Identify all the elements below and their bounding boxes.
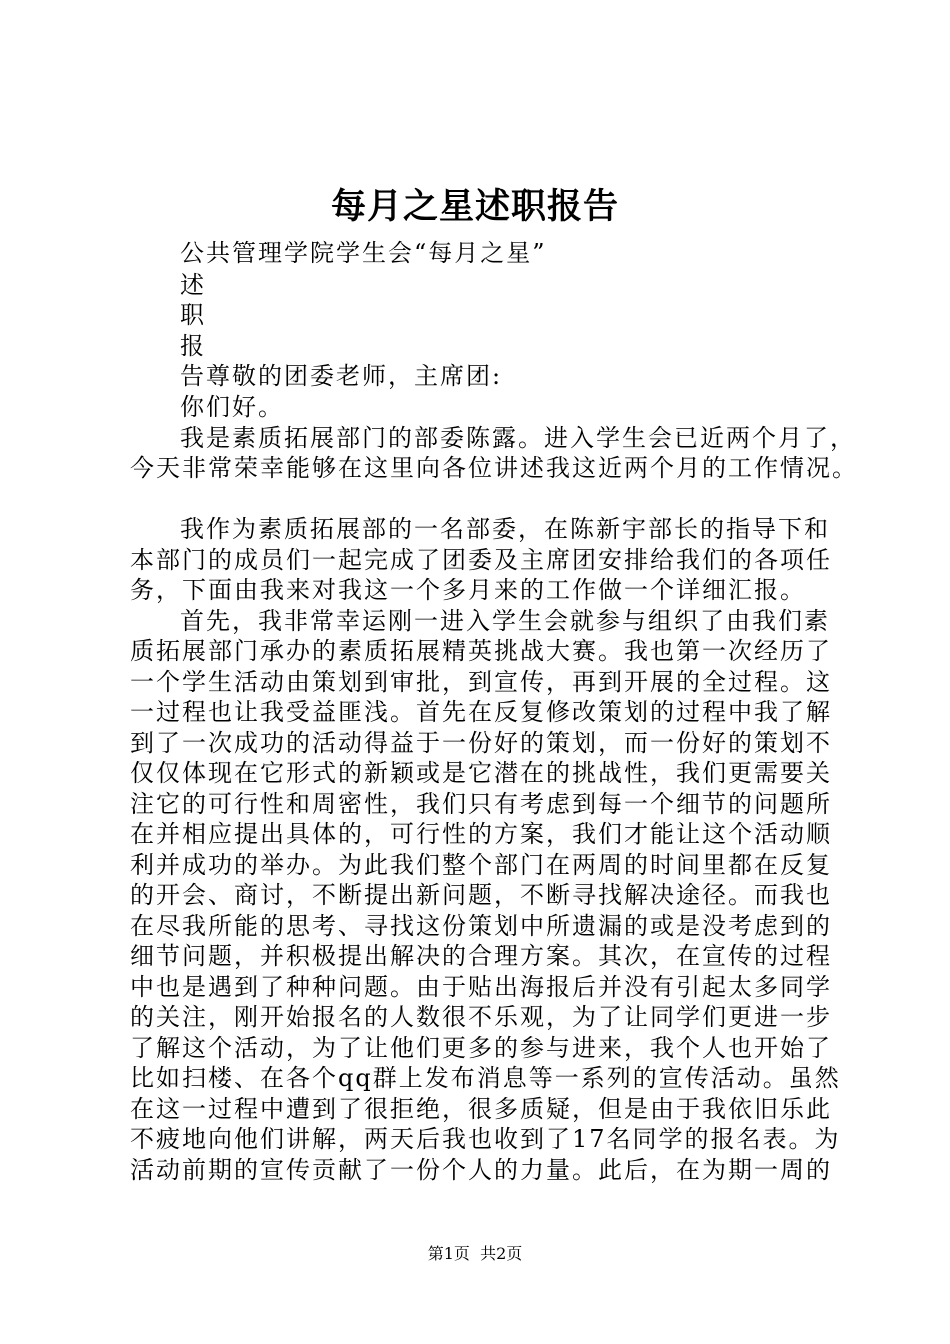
header-line: 述 [180, 271, 206, 299]
paragraph-line: 我作为素质拓展部的一名部委，在陈新宇部长的指导下和 [180, 515, 830, 543]
paragraph-line: 了解这个活动，为了让他们更多的参与进来，我个人也开始了 [130, 1034, 832, 1062]
paragraph-line: 仅仅体现在它形式的新颖或是它潜在的挑战性，我们更需要关 [130, 759, 832, 787]
paragraph-line: 在并相应提出具体的，可行性的方案，我们才能让这个活动顺 [130, 820, 832, 848]
paragraph-line: 细节问题，并积极提出解决的合理方案。其次，在宣传的过程 [130, 942, 832, 970]
page-title: 每月之星述职报告 [330, 186, 619, 227]
header-line: 报 [180, 332, 206, 360]
paragraph-line: 的开会、商讨，不断提出新问题，不断寻找解决途径。而我也 [130, 881, 832, 909]
paragraph-line: 活动前期的宣传贡献了一份个人的力量。此后，在为期一周的 [130, 1156, 832, 1184]
paragraph-line: 比如扫楼、在各个qq群上发布消息等一系列的宣传活动。虽然 [130, 1064, 841, 1092]
paragraph-line: 一个学生活动由策划到审批，到宣传，再到开展的全过程。这 [130, 668, 832, 696]
greeting-line: 你们好。 [180, 393, 284, 421]
header-line: 公共管理学院学生会“每月之星” [180, 239, 547, 267]
paragraph-line: 中也是遇到了种种问题。由于贴出海报后并没有引起太多同学 [130, 973, 832, 1001]
paragraph-line: 今天非常荣幸能够在这里向各位讲述我这近两个月的工作情况。 [130, 454, 858, 482]
paragraph-line: 我是素质拓展部门的部委陈露。进入学生会已近两个月了， [180, 424, 856, 452]
paragraph-line: 务，下面由我来对我这一个多月来的工作做一个详细汇报。 [130, 576, 806, 604]
salutation-line: 告尊敬的团委老师，主席团: [180, 362, 503, 390]
paragraph-line: 注它的可行性和周密性，我们只有考虑到每一个细节的问题所 [130, 790, 832, 818]
paragraph-line: 在这一过程中遭到了很拒绝，很多质疑，但是由于我依旧乐此 [130, 1095, 832, 1123]
paragraph-line: 在尽我所能的思考、寻找这份策划中所遗漏的或是没考虑到的 [130, 912, 832, 940]
paragraph-line: 的关注，刚开始报名的人数很不乐观，为了让同学们更进一步 [130, 1003, 832, 1031]
paragraph-line: 本部门的成员们一起完成了团委及主席团安排给我们的各项任 [130, 546, 832, 574]
paragraph-line: 不疲地向他们讲解，两天后我也收到了17名同学的报名表。为 [130, 1125, 841, 1153]
paragraph-line: 质拓展部门承办的素质拓展精英挑战大赛。我也第一次经历了 [130, 637, 832, 665]
page-number-footer: 第1页 共2页 [427, 1244, 523, 1263]
header-line: 职 [180, 301, 206, 329]
paragraph-line: 利并成功的举办。为此我们整个部门在两周的时间里都在反复 [130, 851, 832, 879]
paragraph-line: 一过程也让我受益匪浅。首先在反复修改策划的过程中我了解 [130, 698, 832, 726]
paragraph-line: 首先，我非常幸运刚一进入学生会就参与组织了由我们素 [180, 607, 830, 635]
paragraph-line: 到了一次成功的活动得益于一份好的策划，而一份好的策划不 [130, 729, 832, 757]
